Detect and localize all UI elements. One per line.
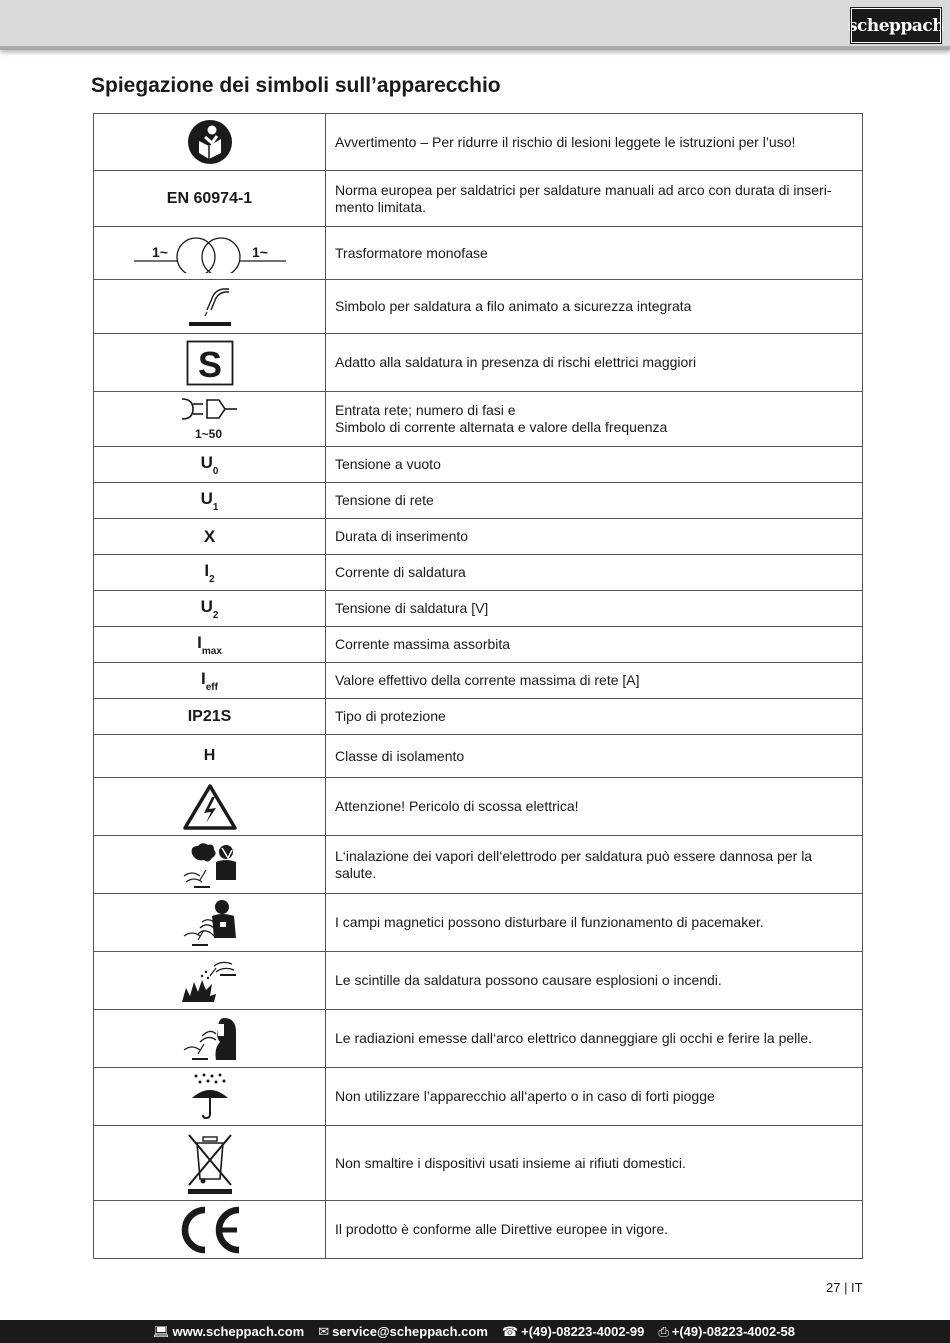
standard-label: EN 60974-1	[166, 189, 253, 207]
symbol-u2: $U_2$	[200, 596, 219, 621]
table-row	[94, 1201, 863, 1259]
symbols-table	[93, 113, 863, 1259]
protection-label: IP21S	[187, 707, 232, 725]
symbol-x: X	[203, 526, 216, 546]
page-title: Spiegazione dei simboli sull’apparecchio	[91, 74, 501, 97]
symbol-description: Attenzione! Pericolo di scossa elettrica!	[326, 778, 863, 836]
symbol-description: Le scintille da saldatura possono causare esplosioni o incendi.	[326, 952, 863, 1010]
table-row	[94, 114, 863, 171]
table-row	[94, 555, 863, 591]
symbol-description: Simbolo per saldatura a filo animato a sicurezza integrata	[326, 280, 863, 334]
table-row	[94, 699, 863, 735]
symbol-description: Non utilizzare l’apparecchio all‘aperto o in caso di forti piogge	[326, 1068, 863, 1126]
table-row	[94, 778, 863, 836]
pacemaker-hazard-icon	[180, 898, 240, 948]
table-row	[94, 483, 863, 519]
symbol-u0: $U_0$	[200, 452, 219, 477]
mains-plug-icon	[179, 396, 241, 442]
page-number: 27 | IT	[826, 1280, 863, 1295]
symbol-description: Adatto alla saldatura in presenza di rischi elettrici maggiori	[326, 334, 863, 392]
symbol-description: Tipo di protezione	[326, 699, 863, 735]
read-manual-icon	[187, 119, 233, 165]
fax-icon: ⎙	[658, 1323, 669, 1339]
symbol-description: L‘inalazione dei vapori dell‘elettrodo per saldatura può essere dannosa per la salute.	[326, 836, 863, 894]
table-row	[94, 735, 863, 778]
table-row	[94, 334, 863, 392]
fire-explosion-icon	[180, 956, 240, 1006]
insulation-label: H	[203, 747, 216, 764]
scheppach-logo: scheppach	[851, 8, 941, 43]
table-row	[94, 392, 863, 447]
table-row	[94, 227, 863, 280]
weee-bin-icon	[185, 1131, 235, 1195]
footer-fax: ⎙ +(49)-08223-4002-58	[658, 1323, 795, 1339]
wire-welding-icon	[185, 286, 235, 328]
symbol-description: Tensione di rete	[326, 483, 863, 519]
symbol-description: Durata di inserimento	[326, 519, 863, 555]
symbol-description: Il prodotto è conforme alle Direttive europee in vigore.	[326, 1201, 863, 1259]
symbol-i2: $I_2$	[204, 560, 215, 585]
table-row	[94, 1126, 863, 1201]
symbol-description: Le radiazioni emesse dall‘arco elettrico danneggiare gli occhi e ferire la pelle.	[326, 1010, 863, 1068]
table-row	[94, 663, 863, 699]
table-row	[94, 627, 863, 663]
table-row	[94, 171, 863, 227]
footer-email[interactable]: ✉ service@scheppach.com	[318, 1323, 488, 1339]
mail-icon: ✉	[318, 1323, 330, 1339]
phone-icon: ☎	[501, 1323, 519, 1339]
symbol-description: Tensione di saldatura [V]	[326, 591, 863, 627]
table-row	[94, 591, 863, 627]
computer-icon: 💻︎	[153, 1323, 170, 1339]
transformer-icon	[130, 233, 290, 273]
table-row	[94, 1010, 863, 1068]
table-row	[94, 280, 863, 334]
table-row	[94, 952, 863, 1010]
symbol-ieff: $I_{eff}$	[201, 668, 218, 693]
footer-phone: ☎ +(49)-08223-4002-99	[501, 1323, 645, 1339]
arc-radiation-icon	[180, 1014, 240, 1064]
electric-shock-warning-icon	[182, 783, 238, 831]
transformer-phase-left: 1~	[151, 244, 168, 260]
symbol-description: Non smaltire i dispositivi usati insieme ai rifiuti domestici.	[326, 1126, 863, 1201]
symbol-description: Norma europea per saldatrici per saldature manuali ad arco con durata di inseri-mento limitata.	[326, 171, 863, 227]
symbol-description: Trasformatore monofase	[326, 227, 863, 280]
s-mark-letter: S	[197, 343, 222, 385]
fumes-hazard-icon	[180, 840, 240, 890]
symbol-description: Tensione a vuoto	[326, 447, 863, 483]
symbol-description: Valore effettivo della corrente massima di rete [A]	[326, 663, 863, 699]
mains-rating: 1~50	[194, 427, 222, 441]
symbol-description: I campi magnetici possono disturbare il funzionamento di pacemaker.	[326, 894, 863, 952]
footer-website[interactable]: 💻︎ www.scheppach.com	[153, 1323, 305, 1339]
symbol-imax: $I_{max}$	[197, 632, 222, 657]
header-bar	[0, 0, 950, 50]
table-row	[94, 894, 863, 952]
symbol-u1: $U_1$	[200, 488, 219, 513]
symbol-description: Classe di isolamento	[326, 735, 863, 778]
table-row	[94, 1068, 863, 1126]
table-row	[94, 836, 863, 894]
symbol-description: Entrata rete; numero di fasi e Simbolo di corrente alternata e valore della frequenza	[326, 392, 863, 447]
s-mark-icon	[186, 340, 234, 386]
symbol-description: Corrente massima assorbita	[326, 627, 863, 663]
footer-bar	[0, 1320, 950, 1343]
transformer-phase-right: 1~	[251, 244, 268, 260]
ce-mark-icon	[177, 1206, 243, 1254]
table-row	[94, 519, 863, 555]
symbol-description: Corrente di saldatura	[326, 555, 863, 591]
symbol-description: Avvertimento – Per ridurre il rischio di lesioni leggete le istruzioni per l’uso!	[326, 114, 863, 171]
rain-umbrella-icon	[188, 1072, 232, 1122]
table-row	[94, 447, 863, 483]
